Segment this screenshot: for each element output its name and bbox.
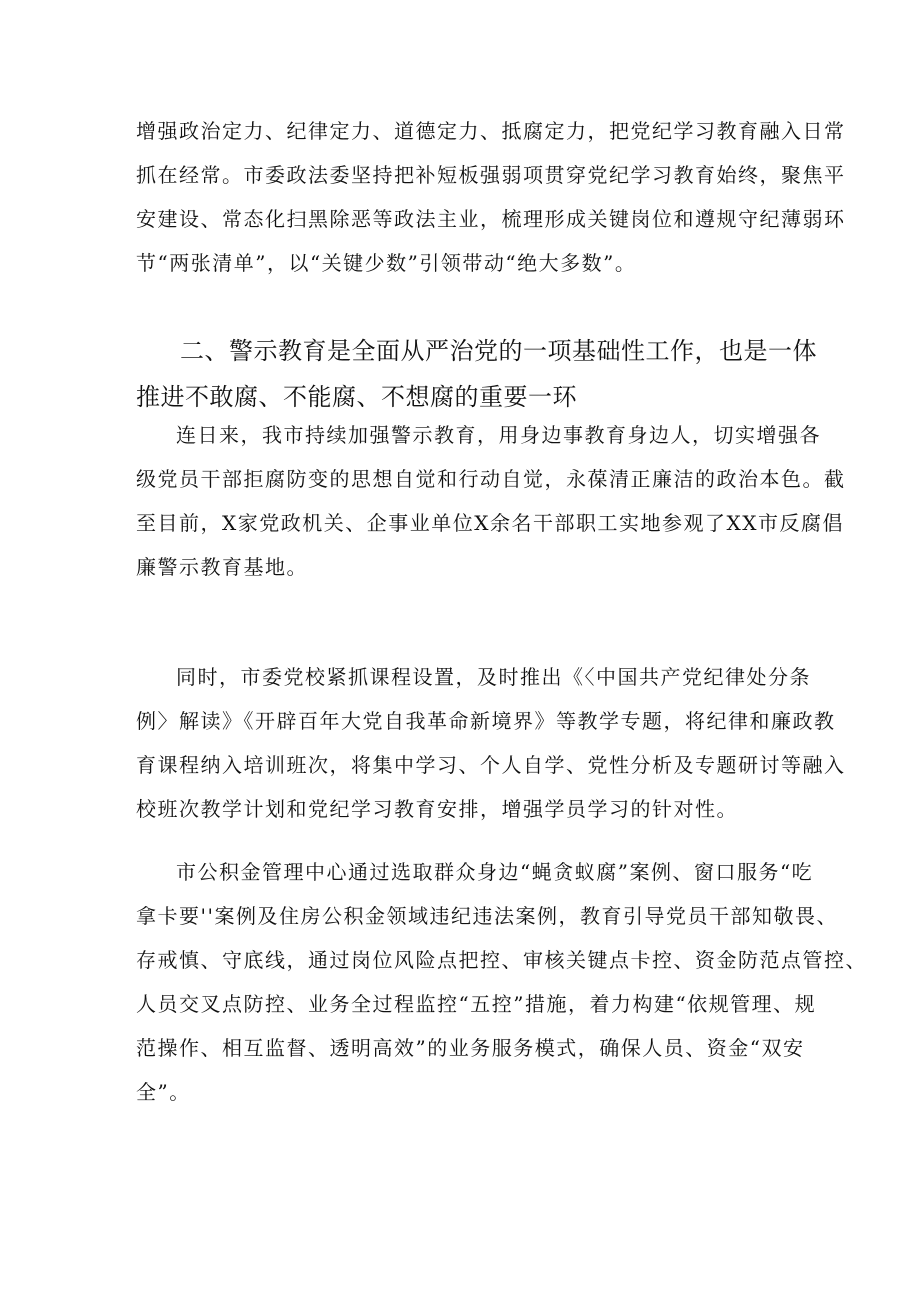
text-line: 增强政治定力、纪律定力、道德定力、抵腐定力，把党纪学习教育融入日常 — [136, 119, 846, 143]
text-line: 市公积金管理中心通过选取群众身边“蝇贪蚁腐”案例、窗口服务“吃 — [176, 860, 814, 884]
text-line: 抓在经常。市委政法委坚持把补短板强弱项贯穿党纪学习教育始终，聚焦平 — [136, 163, 846, 187]
paragraph-housing-fund — [136, 850, 867, 1114]
heading-line: 二、警示教育是全面从严治党的一项基础性工作，也是一体 — [180, 337, 817, 365]
text-line: 同时，市委党校紧抓课程设置，及时推出《〈中国共产党纪律处分条 — [176, 665, 811, 689]
paragraph-party-school — [136, 655, 846, 831]
text-line: 连日来，我市持续加强警示教育，用身边事教育身边人，切实增强各 — [176, 423, 821, 447]
text-line: 级党员干部拒腐防变的思想自觉和行动自觉，永葆清正廉洁的政治本色。截 — [136, 467, 846, 491]
text-line: 存戒慎、守底线，通过岗位风险点把控、审核关键点卡控、资金防范点管控、 — [136, 948, 867, 972]
heading-line: 推进不敢腐、不能腐、不想腐的重要一环 — [136, 383, 577, 411]
paragraph-warning-education — [136, 413, 846, 589]
text-line: 育课程纳入培训班次，将集中学习、个人自学、党性分析及专题研讨等融入 — [136, 753, 846, 777]
paragraph-political-discipline — [136, 109, 846, 285]
text-line: 全”。 — [136, 1080, 191, 1104]
text-line: 安建设、常态化扫黑除恶等政法主业，梳理形成关键岗位和遵规守纪薄弱环 — [136, 207, 846, 231]
text-line: 范操作、相互监督、透明高效”的业务服务模式，确保人员、资金“双安 — [136, 1036, 805, 1060]
text-line: 人员交叉点防控、业务全过程监控“五控”措施，着力构建“依规管理、规 — [136, 992, 817, 1016]
section-heading — [136, 328, 817, 420]
text-line: 至目前，X家党政机关、企事业单位X余名干部职工实地参观了XX市反腐倡 — [136, 511, 844, 535]
text-line: 校班次教学计划和党纪学习教育安排，增强学员学习的针对性。 — [136, 797, 738, 821]
text-line: 廉警示教育基地。 — [136, 555, 308, 579]
text-line: 拿卡要''案例及住房公积金领域违纪违法案例，教育引导党员干部知敬畏、 — [136, 904, 838, 928]
text-line: 例〉解读》《开辟百年大党自我革命新境界》等教学专题，将纪律和廉政教 — [136, 709, 836, 733]
text-line: 节“两张清单”，以“关键少数”引领带动“绝大多数”。 — [136, 251, 637, 275]
